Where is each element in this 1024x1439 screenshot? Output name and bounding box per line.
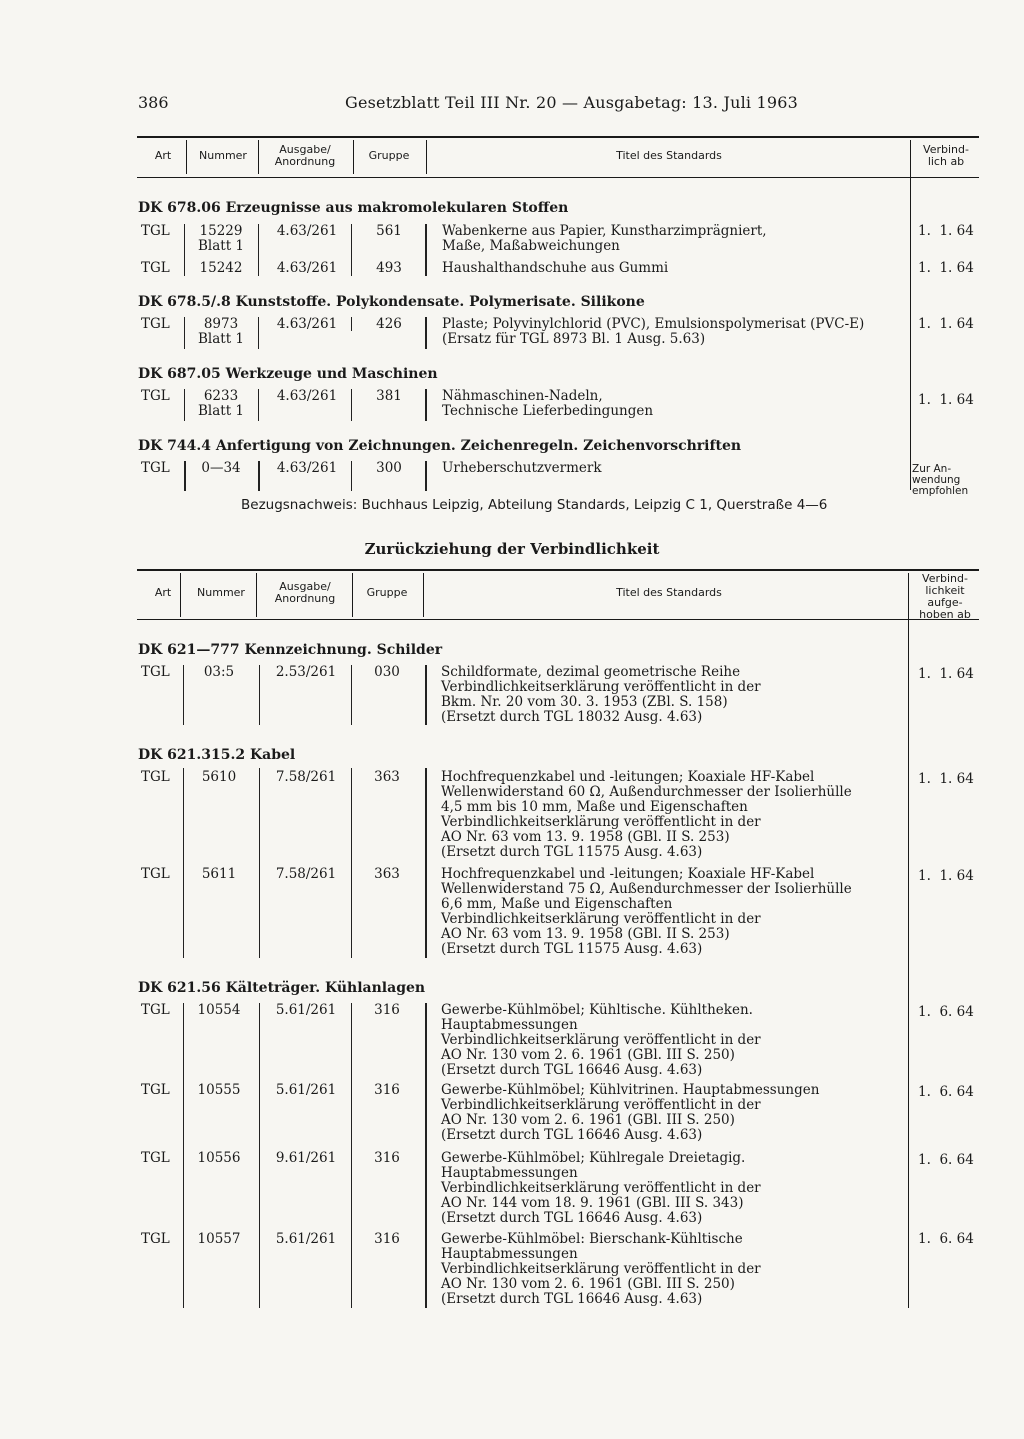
- date-note: Zur An- wendung empfohlen: [912, 463, 969, 497]
- art-cell: TGL: [141, 866, 170, 882]
- ausgabe-cell: 7.58/261: [275, 866, 337, 882]
- ausgabe-cell: 5.61/261: [275, 1082, 337, 1098]
- group-heading: DK 678.5/.8 Kunststoffe. Polykondensate. Polymerisate. Silikone: [138, 294, 645, 310]
- titel-cell: Hochfrequenzkabel und -leitungen; Koaxiale HF-Kabel Wellenwiderstand 60 Ω, Außendurchmesser der Isolierhülle 4,5 mm bis 10 mm, Maße und Eigenschaften Verbindlichkeitserklärung veröffentlicht in der AO Nr. 63 vom 13. 9. 1958 (GBl. II S. 253) (Ersetzt durch TGL 11575 Ausg. 4.63): [441, 769, 852, 860]
- ausgabe-cell: 5.61/261: [275, 1002, 337, 1018]
- titel-cell: Haushalthandschuhe aus Gummi: [442, 260, 669, 276]
- art-cell: TGL: [141, 664, 170, 680]
- ausgabe-cell: 4.63/261: [276, 223, 338, 239]
- table-header-rule: [137, 619, 979, 620]
- gruppe-cell: 363: [374, 866, 400, 882]
- date-cell: 1. 1. 64: [918, 392, 974, 408]
- group-heading: DK 678.06 Erzeugnisse aus makromolekularen Stoffen: [138, 200, 569, 216]
- gruppe-cell: 381: [376, 388, 402, 404]
- titel-cell: Plaste; Polyvinylchlorid (PVC), Emulsionspolymerisat (PVC-E) (Ersatz für TGL 8973 Bl. 1 Ausg. 5.63): [442, 316, 865, 347]
- nummer-cell: 15242: [199, 260, 243, 276]
- art-cell: TGL: [141, 260, 170, 276]
- titel-cell: Schildformate, dezimal geometrische Reihe Verbindlichkeitserklärung veröffentlicht in der Bkm. Nr. 20 vom 30. 3. 1953 (ZBl. S. 158) (Ersetzt durch TGL 18032 Ausg. 4.63): [441, 664, 761, 725]
- date-cell: 1. 1. 64: [918, 771, 974, 787]
- art-cell: TGL: [141, 316, 170, 332]
- page-header: [0, 88, 1024, 118]
- ausgabe-cell: 9.61/261: [275, 1150, 337, 1166]
- table-top-rule: [137, 569, 979, 571]
- col-art: Art: [154, 586, 172, 599]
- nummer-cell: 03:5: [203, 664, 235, 680]
- group-heading: DK 744.4 Anfertigung von Zeichnungen. Zeichenregeln. Zeichenvorschriften: [138, 438, 742, 454]
- nummer-cell: 10555: [197, 1082, 241, 1098]
- gruppe-cell: 363: [374, 769, 400, 785]
- titel-cell: Gewerbe-Kühlmöbel; Kühlregale Dreietagig. Hauptabmessungen Verbindlichkeitserklärung veröffentlicht in der AO Nr. 144 vom 18. 9. 1961 (GBl. III S. 343) (Ersetzt durch TGL 16646 Ausg. 4.63): [441, 1150, 761, 1226]
- group-heading: DK 687.05 Werkzeuge und Maschinen: [138, 366, 438, 382]
- art-cell: TGL: [141, 1082, 170, 1098]
- nummer-cell: 6233 Blatt 1: [197, 388, 245, 419]
- col-ausgabe: Ausgabe/ Anordnung: [274, 580, 336, 605]
- page-number: 386: [138, 93, 169, 112]
- art-cell: TGL: [141, 388, 170, 404]
- page-title: Gesetzblatt Teil III Nr. 20 — Ausgabetag: 13. Juli 1963: [345, 93, 799, 112]
- col-art: Art: [154, 149, 172, 162]
- col-gruppe: Gruppe: [366, 586, 408, 599]
- date-cell: 1. 1. 64: [918, 223, 974, 239]
- gruppe-cell: 316: [374, 1082, 400, 1098]
- date-cell: 1. 1. 64: [918, 666, 974, 682]
- art-cell: TGL: [141, 1002, 170, 1018]
- date-cell: 1. 6. 64: [918, 1152, 974, 1168]
- art-cell: TGL: [141, 1150, 170, 1166]
- titel-cell: Wabenkerne aus Papier, Kunstharzimprägniert, Maße, Maßabweichungen: [442, 223, 767, 254]
- col-ausgabe: Ausgabe/ Anordnung: [274, 143, 336, 168]
- gruppe-cell: 493: [376, 260, 402, 276]
- ausgabe-cell: 2.53/261: [275, 664, 337, 680]
- art-cell: TGL: [141, 223, 170, 239]
- art-cell: TGL: [141, 460, 170, 476]
- gruppe-cell: 316: [374, 1150, 400, 1166]
- nummer-cell: 10556: [197, 1150, 241, 1166]
- titel-cell: Gewerbe-Kühlmöbel; Kühlvitrinen. Hauptabmessungen Verbindlichkeitserklärung veröffentlicht in der AO Nr. 130 vom 2. 6. 1961 (GBl. III S. 250) (Ersetzt durch TGL 16646 Ausg. 4.63): [441, 1082, 820, 1143]
- titel-cell: Hochfrequenzkabel und -leitungen; Koaxiale HF-Kabel Wellenwiderstand 75 Ω, Außendurchmesser der Isolierhülle 6,6 mm, Maße und Eigenschaften Verbindlichkeitserklärung veröffentlicht in der AO Nr. 63 vom 13. 9. 1958 (GBl. II S. 253) (Ersetzt durch TGL 11575 Ausg. 4.63): [441, 866, 852, 957]
- date-cell: 1. 1. 64: [918, 868, 974, 884]
- table-header-rule: [137, 177, 979, 178]
- gruppe-cell: 316: [374, 1002, 400, 1018]
- titel-cell: Urheberschutzvermerk: [442, 460, 602, 476]
- table-top-rule: [137, 136, 979, 138]
- art-cell: TGL: [141, 769, 170, 785]
- group-heading: DK 621—777 Kennzeichnung. Schilder: [138, 642, 443, 658]
- col-verbindlich: Verbind- lich ab: [923, 143, 969, 168]
- titel-cell: Nähmaschinen-Nadeln, Technische Lieferbedingungen: [442, 388, 654, 419]
- nummer-cell: 10557: [197, 1231, 241, 1247]
- gruppe-cell: 300: [376, 460, 402, 476]
- nummer-cell: 0—34: [201, 460, 241, 476]
- date-cell: 1. 6. 64: [918, 1231, 974, 1247]
- ausgabe-cell: 4.63/261: [276, 260, 338, 276]
- section-title: Zurückziehung der Verbindlichkeit: [364, 540, 660, 558]
- col-titel: Titel des Standards: [616, 586, 722, 599]
- nummer-cell: 5611: [201, 866, 237, 882]
- date-cell: 1. 1. 64: [918, 260, 974, 276]
- date-cell: 1. 6. 64: [918, 1004, 974, 1020]
- gruppe-cell: 426: [376, 316, 402, 332]
- col-aufgehoben: Verbind- lichkeit aufge- hoben ab: [919, 572, 971, 621]
- titel-cell: Gewerbe-Kühlmöbel; Kühltische. Kühltheken. Hauptabmessungen Verbindlichkeitserklärung veröffentlicht in der AO Nr. 130 vom 2. 6. 1961 (GBl. III S. 250) (Ersetzt durch TGL 16646 Ausg. 4.63): [441, 1002, 761, 1078]
- titel-cell: Gewerbe-Kühlmöbel: Bierschank-Kühltische Hauptabmessungen Verbindlichkeitserklärung veröffentlicht in der AO Nr. 130 vom 2. 6. 1961 (GBl. III S. 250) (Ersetzt durch TGL 16646 Ausg. 4.63): [441, 1231, 761, 1307]
- ausgabe-cell: 7.58/261: [275, 769, 337, 785]
- group-heading: DK 621.315.2 Kabel: [138, 747, 296, 763]
- nummer-cell: 5610: [201, 769, 237, 785]
- ausgabe-cell: 4.63/261: [276, 388, 338, 404]
- art-cell: TGL: [141, 1231, 170, 1247]
- col-gruppe: Gruppe: [368, 149, 410, 162]
- date-cell: 1. 1. 64: [918, 316, 974, 332]
- ausgabe-cell: 4.63/261: [276, 316, 338, 332]
- nummer-cell: 10554: [197, 1002, 241, 1018]
- reference-note: Bezugsnachweis: Buchhaus Leipzig, Abteilung Standards, Leipzig C 1, Querstraße 4—6: [241, 497, 828, 513]
- ausgabe-cell: 5.61/261: [275, 1231, 337, 1247]
- gruppe-cell: 561: [376, 223, 402, 239]
- col-nummer: Nummer: [199, 149, 247, 162]
- gruppe-cell: 030: [374, 664, 400, 680]
- col-nummer: Nummer: [197, 586, 245, 599]
- col-titel: Titel des Standards: [616, 149, 722, 162]
- nummer-cell: 15229 Blatt 1: [197, 223, 245, 254]
- gruppe-cell: 316: [374, 1231, 400, 1247]
- ausgabe-cell: 4.63/261: [276, 460, 338, 476]
- date-cell: 1. 6. 64: [918, 1084, 974, 1100]
- nummer-cell: 8973 Blatt 1: [197, 316, 245, 347]
- group-heading: DK 621.56 Kälteträger. Kühlanlagen: [138, 980, 426, 996]
